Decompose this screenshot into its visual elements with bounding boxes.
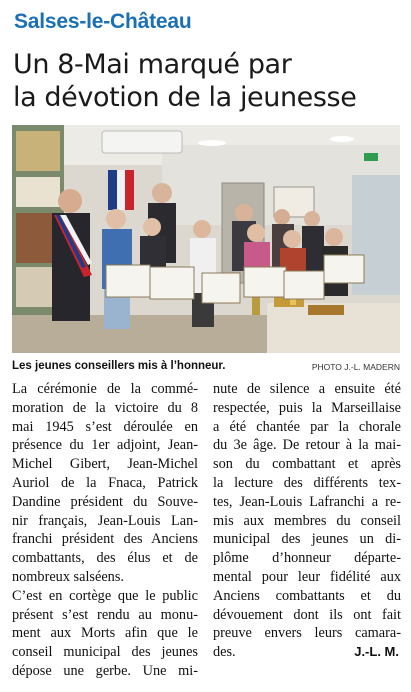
body-line: plôme d’honneur départe- — [213, 550, 401, 567]
body-line: des. — [213, 644, 236, 661]
body-line: présent s’est rendu au monu- — [12, 606, 198, 623]
body-line: nir français, Jean-Louis Lan- — [12, 512, 198, 529]
body-line: présence du 1er adjoint, Jean- — [12, 437, 198, 454]
body-line: Michel Gibert, Jean-Michel — [12, 456, 198, 473]
headline-line-1: Un 8-Mai marqué par — [13, 49, 292, 80]
headline-line-2: la dévotion de la jeunesse — [13, 82, 357, 113]
body-line: franchi président des Anciens — [12, 531, 198, 548]
photo-credit: PHOTO J.-L. MADERN — [311, 362, 400, 372]
body-column-right — [213, 380, 401, 662]
article-photo — [12, 125, 400, 353]
body-line: combattants, des élus et de — [12, 550, 198, 567]
body-line: du 3e âge. De retour à la mai- — [213, 437, 401, 454]
body-column-left — [12, 380, 198, 681]
body-line: son du combattant et après — [213, 456, 401, 473]
body-line: respectée, puis la Marseillaise — [213, 399, 401, 416]
body-line: dépose une gerbe. Une mi- — [12, 662, 198, 679]
headline — [13, 48, 403, 114]
body-line: Dandine président du Souve- — [12, 493, 198, 510]
body-line: preuve envers leurs camara- — [213, 625, 401, 642]
body-line: municipal des jeunes un di- — [213, 531, 401, 548]
body-line: ment aux Morts afin que le — [12, 625, 198, 642]
body-line: mental pour leur fidélité aux — [213, 568, 401, 585]
body-line: Auriol de la Fnaca, Patrick — [12, 474, 198, 491]
body-line: mis aux membres du conseil — [213, 512, 401, 529]
body-line: moration de la victoire du 8 — [12, 399, 198, 416]
body-line: la lecture des différents tex- — [213, 474, 401, 491]
section-kicker: Salses-le-Château — [14, 10, 192, 33]
body-line: C’est en cortège que le public — [12, 587, 198, 604]
caption-row — [12, 360, 400, 376]
body-line: conseil municipal des jeunes — [12, 644, 198, 661]
photo-caption: Les jeunes conseillers mis à l’honneur. — [12, 360, 226, 372]
author-signature: J.-L. M. — [354, 644, 399, 659]
body-line: tes, Jean-Louis Lafranchi a re- — [213, 493, 401, 510]
body-line: mai 1945 s’est déroulée en — [12, 418, 198, 435]
body-line: dévouement dont ils ont fait — [213, 606, 401, 623]
body-line: a été chantée par la chorale — [213, 418, 401, 435]
body-line: La cérémonie de la commé- — [12, 381, 198, 397]
body-line: nute de silence a ensuite été — [213, 381, 401, 397]
body-line: Anciens combattants et du — [213, 587, 401, 604]
body-line: nombreux salséens. — [12, 568, 124, 585]
